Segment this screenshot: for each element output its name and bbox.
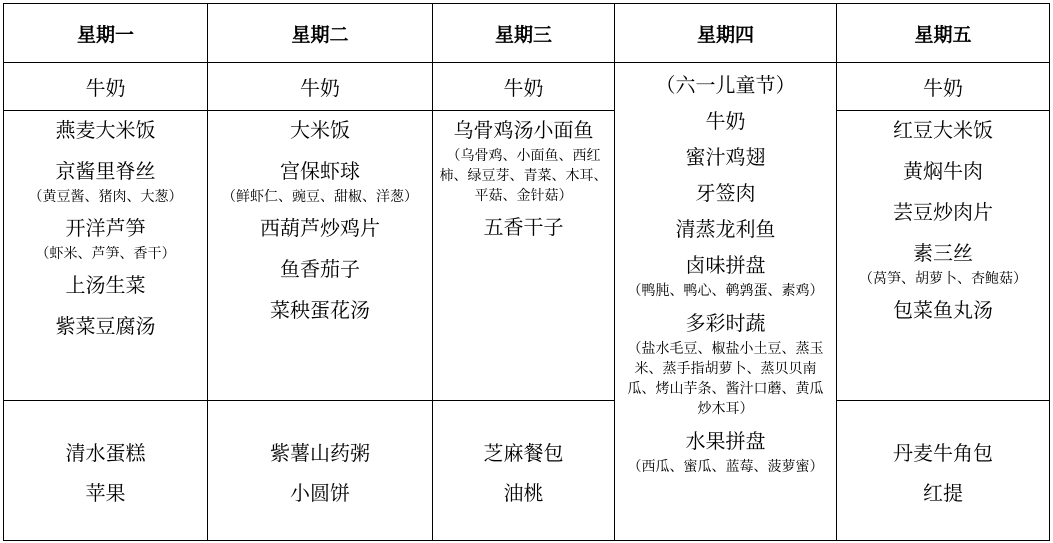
dish-detail: （莴笋、胡萝卜、杏鲍菇） (859, 271, 1027, 287)
day-header-thursday: 星期四 (615, 4, 837, 63)
dish: 大米饭 (290, 118, 350, 142)
snack-item: 芝麻餐包 (483, 441, 564, 465)
tuesday-snack (208, 401, 433, 541)
dish-detail: （黄豆酱、猪肉、大葱） (28, 189, 183, 205)
dish-detail: （乌骨鸡、小面鱼、西红柿、绿豆芽、青菜、木耳、平菇、金针菇） (439, 148, 608, 204)
thursday-item: 牛奶 (705, 109, 746, 133)
monday-lunch (4, 111, 208, 401)
wednesday-lunch (433, 111, 615, 401)
thursday-item: 牙签肉 (695, 181, 756, 205)
dish: 菜秧蛋花汤 (270, 298, 370, 322)
thursday-item: 卤味拼盘 (685, 253, 766, 277)
dish: 乌骨鸡汤小面鱼 (453, 118, 594, 142)
dish: 素三丝 (913, 241, 973, 265)
friday-snack (837, 401, 1050, 541)
thursday-item-detail: （西瓜、蜜瓜、蓝莓、菠萝蜜） (627, 459, 824, 475)
dish: 红豆大米饭 (893, 118, 993, 142)
snack-row (4, 401, 1050, 541)
lunch-row (4, 111, 1050, 401)
weekly-menu-table (3, 3, 1050, 541)
dish: 包菜鱼丸汤 (893, 298, 993, 322)
thursday-cell (615, 63, 837, 541)
dish: 紫菜豆腐汤 (55, 314, 156, 338)
dish: 黄焖牛肉 (903, 159, 983, 183)
thursday-item: 水果拼盘 (685, 429, 766, 453)
thursday-item-detail: （盐水毛豆、椒盐小土豆、蒸玉米、蒸手指胡萝卜、蒸贝贝南瓜、烤山芋条、酱汁口蘑、黄瓜炒木耳） (627, 341, 824, 417)
day-header-wednesday: 星期三 (433, 4, 615, 63)
thursday-item-detail: （鸭肫、鸭心、鹌鹑蛋、素鸡） (627, 283, 824, 299)
friday-lunch (837, 111, 1050, 401)
dish: 京酱里脊丝 (55, 159, 156, 183)
thursday-item: 多彩时蔬 (685, 311, 766, 335)
snack-item: 紫薯山药粥 (270, 441, 370, 465)
wednesday-snack (433, 401, 615, 541)
breakfast-row (4, 63, 1050, 111)
dish: 西葫芦炒鸡片 (260, 216, 380, 240)
snack-item: 油桃 (503, 481, 544, 505)
snack-item: 小圆饼 (290, 481, 350, 505)
snack-item: 苹果 (85, 481, 126, 505)
dish: 芸豆炒肉片 (893, 200, 993, 224)
snack-item: 红提 (923, 481, 963, 505)
dish: 开洋芦笋 (65, 216, 146, 240)
day-header-friday: 星期五 (837, 4, 1050, 63)
monday-breakfast: 牛奶 (4, 63, 208, 111)
tuesday-breakfast: 牛奶 (208, 63, 433, 111)
dish: 鱼香茄子 (280, 257, 360, 281)
dish: 五香干子 (483, 215, 564, 239)
day-header-monday: 星期一 (4, 4, 208, 63)
dish-detail: （鲜虾仁、豌豆、甜椒、洋葱） (222, 189, 418, 205)
wednesday-breakfast: 牛奶 (433, 63, 615, 111)
dish: 宫保虾球 (280, 159, 360, 183)
thursday-note: （六一儿童节） (655, 73, 796, 97)
dish-detail: （虾米、芦笋、香干） (35, 246, 176, 262)
monday-snack (4, 401, 208, 541)
dish: 燕麦大米饭 (55, 118, 156, 142)
thursday-item: 蜜汁鸡翅 (685, 145, 766, 169)
dish: 上汤生菜 (65, 273, 146, 297)
snack-item: 清水蛋糕 (65, 441, 146, 465)
tuesday-lunch (208, 111, 433, 401)
thursday-item: 清蒸龙利鱼 (675, 217, 776, 241)
day-header-tuesday: 星期二 (208, 4, 433, 63)
friday-breakfast: 牛奶 (837, 63, 1050, 111)
snack-item: 丹麦牛角包 (893, 441, 993, 465)
header-row (4, 4, 1050, 63)
